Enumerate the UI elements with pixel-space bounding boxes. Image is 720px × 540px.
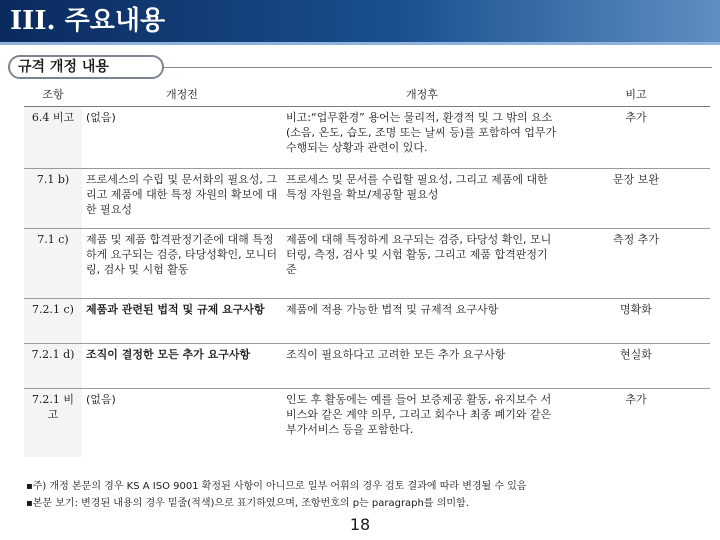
- note-cell: 명확화: [562, 299, 710, 344]
- clause-cell: 7.1 c): [24, 229, 82, 299]
- clause-cell: 7.2.1 c): [24, 299, 82, 344]
- before-cell: 제품과 관련된 법적 및 규제 요구사항: [82, 299, 282, 344]
- table-row: [24, 389, 710, 457]
- column-header-clause: 조항: [24, 82, 82, 107]
- clause-cell: 7.2.1 비고: [24, 389, 82, 457]
- before-cell: (없음): [82, 107, 282, 169]
- after-cell: 프로세스 및 문서를 수립할 필요성, 그리고 제품에 대한 특정 자원을 확보/제공할 필요성: [282, 169, 562, 229]
- slide-header: [0, 0, 720, 42]
- note-cell: 추가: [625, 393, 647, 406]
- before-cell: (없음): [86, 393, 116, 406]
- before-cell: 조직이 결정한 모든 추가 요구사항: [82, 344, 282, 389]
- column-header-note: 비고: [562, 82, 710, 107]
- after-cell: 인도 후 활동에는 예를 들어 보증제공 활동, 유지보수 서비스와 같은 계약 의무, 그리고 회수나 최종 폐기와 같은 부가서비스 등을 포함한다.: [286, 393, 552, 436]
- footnote: ▪주) 개정 본문의 경우 KS A ISO 9001 확정된 사항이 아니므로 일부 어휘의 경우 검토 결과에 따라 변경될 수 있음: [26, 481, 527, 492]
- table-row: [24, 299, 710, 344]
- slide-title: III. 주요내용: [10, 6, 166, 36]
- table-row: [24, 344, 710, 389]
- after-cell: 비고:“업무환경” 용어는 물리적, 환경적 및 그 밖의 요소(소음, 온도, 습도, 조명 또는 날씨 등)를 포함하여 업무가 수행되는 상황과 관련이 있다.: [282, 107, 562, 169]
- clause-cell: 7.2.1 d): [24, 344, 82, 389]
- table-header-row: [24, 82, 710, 107]
- header-rule: [0, 42, 720, 45]
- before-cell: 프로세스의 수립 및 문서화의 필요성, 그리고 제품에 대한 특정 자원의 확보에 대한 필요성: [82, 169, 282, 229]
- footnote: ▪본문 보기: 변경된 내용의 경우 밑줄(적색)으로 표기하였으며, 조항번호의 p는 paragraph를 의미함.: [26, 498, 469, 509]
- note-cell: 현실화: [562, 344, 710, 389]
- after-cell: 제품에 적용 가능한 법적 및 규제적 요구사항: [282, 299, 562, 344]
- revision-table: [24, 82, 710, 457]
- before-cell: 제품 및 제품 합격판정기준에 대해 특정하게 요구되는 검증, 타당성확인, 모니터링, 검사 및 시험 활동: [82, 229, 282, 299]
- note-cell: 측정 추가: [562, 229, 710, 299]
- section-label: 규격 개정 내용: [8, 55, 164, 79]
- page-number: 18: [349, 515, 371, 534]
- clause-cell: 7.1 b): [24, 169, 82, 229]
- after-cell: 조직이 필요하다고 고려한 모든 추가 요구사항: [282, 344, 562, 389]
- after-cell: 제품에 대해 특정하게 요구되는 검증, 타당성 확인, 모니터링, 측정, 검사 및 시험 활동, 그리고 제품 합격판정기준: [282, 229, 562, 299]
- note-cell: 추가: [562, 107, 710, 169]
- table-row: [24, 107, 710, 169]
- section-divider: [164, 67, 712, 68]
- column-header-after: 개정후: [282, 82, 562, 107]
- note-cell: 문장 보완: [562, 169, 710, 229]
- clause-cell: 6.4 비고: [24, 107, 82, 169]
- table-row: [24, 229, 710, 299]
- footnotes: [26, 478, 710, 512]
- column-header-before: 개정전: [82, 82, 282, 107]
- table-row: [24, 169, 710, 229]
